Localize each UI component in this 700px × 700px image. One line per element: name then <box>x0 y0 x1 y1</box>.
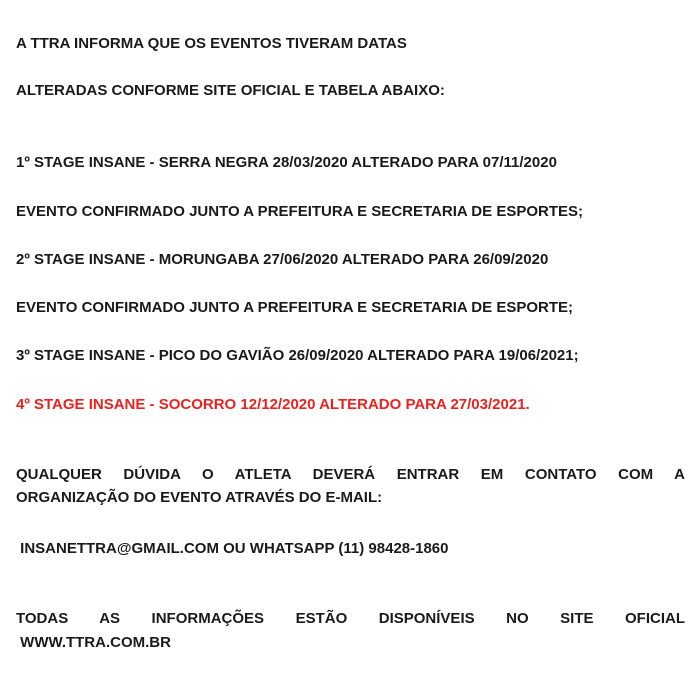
event-1: 1º STAGE INSANE - SERRA NEGRA 28/03/2020 ALTERADO PARA 07/11/2020 <box>16 154 557 171</box>
footer-line-1: TODAS AS INFORMAÇÕES ESTÃO DISPONÍVEIS NO SITE OFICIAL <box>16 610 685 627</box>
contact-line-2: ORGANIZAÇÃO DO EVENTO ATRAVÉS DO E-MAIL: <box>16 489 383 506</box>
contact-line-1: QUALQUER DÚVIDA O ATLETA DEVERÁ ENTRAR EM CONTATO COM A <box>16 466 685 483</box>
event-3: 3º STAGE INSANE - PICO DO GAVIÃO 26/09/2020 ALTERADO PARA 19/06/2021; <box>16 347 579 364</box>
contact-email-whatsapp: INSANETTRA@GMAIL.COM OU WHATSAPP (11) 98428-1860 <box>16 540 449 557</box>
event-2: 2º STAGE INSANE - MORUNGABA 27/06/2020 ALTERADO PARA 26/09/2020 <box>16 251 549 268</box>
event-2-confirmation: EVENTO CONFIRMADO JUNTO A PREFEITURA E SECRETARIA DE ESPORTE; <box>16 299 573 316</box>
intro-line-2: ALTERADAS CONFORME SITE OFICIAL E TABELA ABAIXO: <box>16 82 445 99</box>
event-1-confirmation: EVENTO CONFIRMADO JUNTO A PREFEITURA E SECRETARIA DE ESPORTES; <box>16 203 583 220</box>
intro-line-1: A TTRA INFORMA QUE OS EVENTOS TIVERAM DATAS <box>16 35 407 52</box>
footer-website: WWW.TTRA.COM.BR <box>16 634 171 651</box>
event-4-highlight: 4º STAGE INSANE - SOCORRO 12/12/2020 ALTERADO PARA 27/03/2021. <box>16 396 530 413</box>
